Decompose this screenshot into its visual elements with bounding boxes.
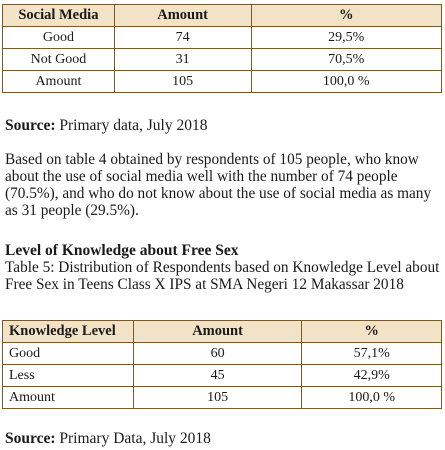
table-cell: Not Good [3,49,115,71]
source-label: Source: [5,117,56,134]
section-heading: Level of Knowledge about Free Sex [5,242,239,259]
table-cell: 100,0 % [251,71,442,93]
table-cell: Less [3,365,134,387]
table-cell: 74 [114,27,251,49]
table-row [3,343,442,365]
table-cell: 42,9% [302,365,442,387]
table-cell: 45 [133,365,302,387]
table-header-row [3,321,442,343]
table-row [3,71,442,93]
table-row [3,27,442,49]
table-cell: 105 [114,71,251,93]
table-cell: Good [3,343,134,365]
column-header: % [302,321,442,343]
table-source-note [5,117,207,135]
table-cell: 105 [133,387,302,409]
table-cell: 31 [114,49,251,71]
source-text: Primary data, July 2018 [55,117,208,134]
table-row [3,387,442,409]
table-social-media [2,4,442,93]
source-text: Primary Data, July 2018 [55,430,211,447]
column-header: Social Media [3,5,115,27]
table-row [3,365,442,387]
table-caption: Table 5: Distribution of Respondents based on Knowledge Level about Free Sex in Teens Class X IPS at SMA Negeri 12 Makassar 2018 [5,259,440,293]
table-header-row [3,5,442,27]
table-cell: 57,1% [302,343,442,365]
table-knowledge-level [2,320,442,409]
table-cell: 100,0 % [302,387,442,409]
table-row [3,49,442,71]
table-source-note [5,430,211,448]
column-header: % [251,5,442,27]
table-cell: Good [3,27,115,49]
column-header: Amount [133,321,302,343]
table-cell: 29,5% [251,27,442,49]
body-paragraph: Based on table 4 obtained by respondents of 105 people, who know about the use of social media well with the number of 74 people (70.5%), and who do not know about the use of social media as many as 31 people (29.5%). [5,151,432,219]
column-header: Amount [114,5,251,27]
table-cell: 60 [133,343,302,365]
table-cell: 70,5% [251,49,442,71]
column-header: Knowledge Level [3,321,134,343]
table-cell: Amount [3,71,115,93]
table-cell: Amount [3,387,134,409]
source-label: Source: [5,430,56,447]
